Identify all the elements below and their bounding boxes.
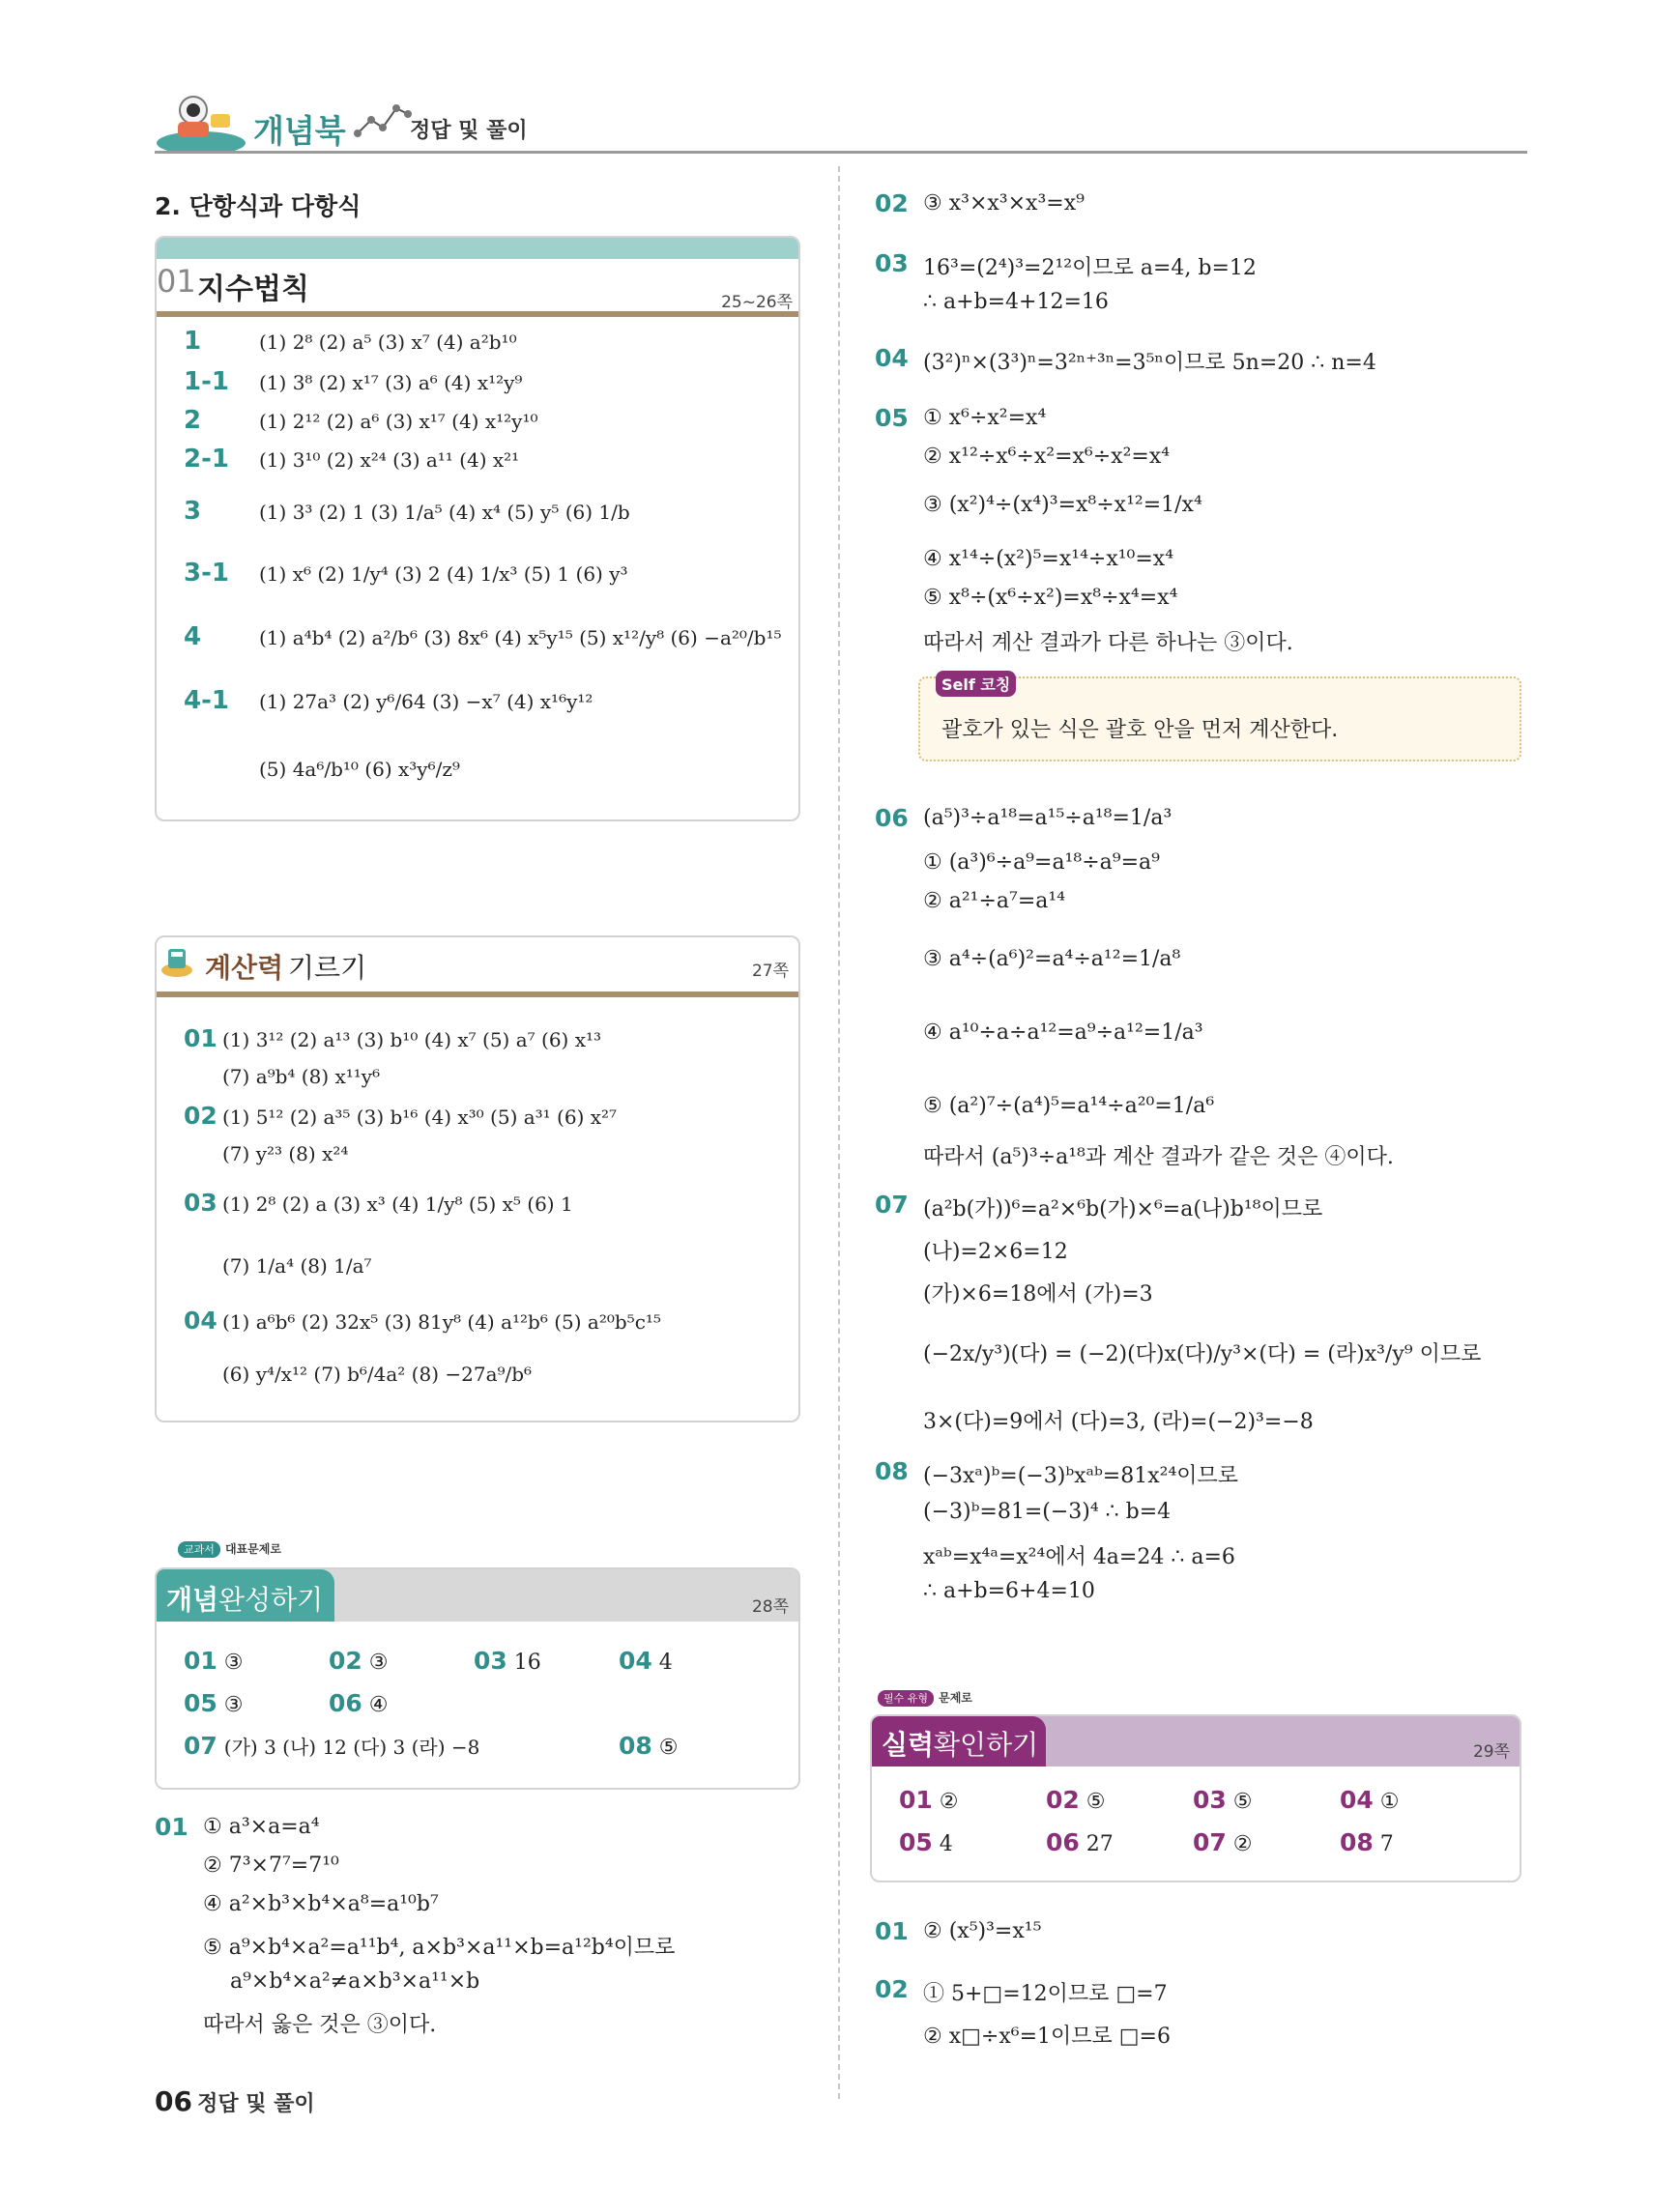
row-label: 1 (184, 327, 202, 356)
solution-line: ① (a³)⁶÷a⁹=a¹⁸÷a⁹=a⁹ (923, 850, 1160, 875)
answer-num: 08 (619, 1732, 652, 1760)
solution-line: ③ (x²)⁴÷(x⁴)³=x⁸÷x¹²=1/x⁴ (923, 493, 1202, 517)
solution-num: 03 (875, 249, 909, 277)
unit-title: 지수법칙 (197, 273, 309, 306)
concept-title-rest: 완성하기 (218, 1584, 324, 1616)
solution-line: ④ a¹⁰÷a÷a¹²=a⁹÷a¹²=1/a³ (923, 1020, 1203, 1045)
mascot-icon (155, 89, 247, 153)
solution-line: ⑤ a⁹×b⁴×a²=a¹¹b⁴, a×b³×a¹¹×b=a¹²b⁴이므로 (203, 1936, 676, 1960)
row-answers: (1) x⁶ (2) 1/y⁴ (3) 2 (4) 1/x³ (5) 1 (6) y³ (259, 562, 628, 586)
footer-page: 06 (155, 2085, 192, 2117)
solution-line: (−3)ᵇ=81=(−3)⁴ ∴ b=4 (923, 1500, 1172, 1524)
row-answers: (1) 2¹² (2) a⁶ (3) x¹⁷ (4) x¹²y¹⁰ (259, 410, 538, 433)
answer-num: 03 (1193, 1786, 1227, 1814)
answer-num: 05 (184, 1689, 217, 1717)
solution-line: 3×(다)=9에서 (다)=3, (라)=(−2)³=−8 (923, 1410, 1314, 1434)
calc-num: 01 (184, 1024, 217, 1052)
coaching-badge: Self 코칭 (936, 671, 1016, 697)
row-answers: (1) 3¹⁰ (2) x²⁴ (3) a¹¹ (4) x²¹ (259, 448, 520, 472)
solution-line: ① 5+□=12이므로 □=7 (923, 1982, 1168, 2006)
calc-num: 03 (184, 1189, 217, 1217)
solution-line: (−2x/y³)(다) = (−2)(다)x(다)/y³×(다) = (라)x³/y⁹ 이므로 (923, 1342, 1482, 1366)
footer (155, 2085, 315, 2117)
solution-line: a⁹×b⁴×a²≠a×b³×a¹¹×b (230, 1969, 480, 1994)
calc-title-rest: 기르기 (288, 952, 367, 984)
solution-line: (−3xᵃ)ᵇ=(−3)ᵇxᵃᵇ=81x²⁴이므로 (923, 1464, 1239, 1488)
solution-line: (a²b(가))⁶=a²×⁶b(가)×⁶=a(나)b¹⁸이므로 (923, 1197, 1323, 1221)
calc-box (155, 935, 800, 1422)
answer-num: 01 (899, 1786, 933, 1814)
solution-num: 01 (155, 1813, 188, 1841)
answer-num: 06 (1046, 1828, 1080, 1856)
answer-value: ③ (368, 1651, 389, 1675)
solution-line: (가)×6=18에서 (가)=3 (923, 1282, 1153, 1307)
solution-line: 따라서 옳은 것은 ③이다. (203, 2013, 437, 2037)
concept-pages: 28쪽 (751, 1597, 789, 1617)
answer-value: 16 (513, 1651, 541, 1675)
calc-pages: 27쪽 (751, 962, 789, 981)
solution-num: 01 (875, 1917, 909, 1945)
skill-badges (878, 1687, 972, 1706)
header-subtitle: 정답 및 풀이 (410, 119, 528, 143)
answer-num: 02 (329, 1647, 362, 1675)
answer-num: 05 (899, 1828, 933, 1856)
skill-title-bold: 실력 (882, 1729, 935, 1761)
column-divider (838, 166, 840, 2099)
solution-line: ④ x¹⁴÷(x²)⁵=x¹⁴÷x¹⁰=x⁴ (923, 547, 1174, 571)
coaching-box (918, 676, 1521, 761)
answer-num: 03 (474, 1647, 507, 1675)
row-label: 2 (184, 406, 202, 435)
concept-badge-2: 대표문제로 (224, 1542, 281, 1556)
solution-line: ③ a⁴÷(a⁶)²=a⁴÷a¹²=1/a⁸ (923, 947, 1181, 971)
solution-line: ⑤ x⁸÷(x⁶÷x²)=x⁸÷x⁴=x⁴ (923, 586, 1178, 610)
concept-badge-1: 교과서 (178, 1541, 220, 1558)
answer-num: 08 (1340, 1828, 1374, 1856)
solution-num: 08 (875, 1457, 909, 1485)
solution-num: 07 (875, 1191, 909, 1219)
calc-line: (1) 5¹² (2) a³⁵ (3) b¹⁶ (4) x³⁰ (5) a³¹ (6) x²⁷ (222, 1106, 618, 1129)
answer-value: ② (1232, 1832, 1253, 1856)
concept-title-bold: 개념 (166, 1584, 219, 1616)
header-rule (155, 151, 1527, 154)
calc-num: 04 (184, 1307, 217, 1335)
answer-num: 04 (1340, 1786, 1374, 1814)
solution-line: ∴ a+b=6+4=10 (923, 1579, 1095, 1603)
calc-line: (1) 3¹² (2) a¹³ (3) b¹⁰ (4) x⁷ (5) a⁷ (6) x¹³ (222, 1028, 602, 1051)
solution-line: ② (x⁵)³=x¹⁵ (923, 1919, 1042, 1943)
solution-line: (a⁵)³÷a¹⁸=a¹⁵÷a¹⁸=1/a³ (923, 806, 1172, 830)
answer-value: 27 (1086, 1832, 1114, 1856)
answer-value: ⑤ (1232, 1790, 1253, 1814)
answer-num: 04 (619, 1647, 652, 1675)
answer-value: ② (939, 1790, 959, 1814)
solution-line: 16³=(2⁴)³=2¹²이므로 a=4, b=12 (923, 256, 1257, 280)
solution-num: 02 (875, 1975, 909, 2003)
answer-num: 07 (184, 1732, 217, 1760)
calc-title-bold: 계산력 (205, 952, 284, 984)
row-label: 4 (184, 622, 202, 651)
row-label: 4-1 (184, 686, 229, 715)
solution-line: ⑤ (a²)⁷÷(a⁴)⁵=a¹⁴÷a²⁰=1/a⁶ (923, 1094, 1215, 1118)
calc-line: (7) y²³ (8) x²⁴ (222, 1142, 349, 1165)
answer-value: ④ (368, 1693, 389, 1717)
answer-value: ① (1379, 1790, 1400, 1814)
row-answers: (5) 4a⁶/b¹⁰ (6) x³y⁶/z⁹ (259, 758, 460, 781)
solution-line: (나)=2×6=12 (923, 1240, 1068, 1264)
solution-num: 05 (875, 404, 909, 432)
section-title: 2. 단항식과 다항식 (155, 192, 362, 220)
solution-num: 06 (875, 804, 909, 832)
answer-num: 07 (1193, 1828, 1227, 1856)
solution-num: 04 (875, 344, 909, 372)
calc-num: 02 (184, 1102, 217, 1130)
answer-value: 7 (1379, 1832, 1394, 1856)
solution-line: 따라서 (a⁵)³÷a¹⁸과 계산 결과가 같은 것은 ④이다. (923, 1145, 1394, 1169)
unit-pages: 25~26쪽 (721, 293, 793, 312)
concept-badges (178, 1538, 281, 1557)
calc-line: (1) a⁶b⁶ (2) 32x⁵ (3) 81y⁸ (4) a¹²b⁶ (5) a²⁰b⁵c¹⁵ (222, 1310, 661, 1334)
skill-pages: 29쪽 (1472, 1742, 1510, 1762)
calculator-icon (160, 945, 193, 978)
skill-badge-1: 필수 유형 (878, 1690, 934, 1707)
row-answers: (1) 3³ (2) 1 (3) 1/a⁵ (4) x⁴ (5) y⁵ (6) 1/b (259, 501, 630, 524)
solution-line: ① a³×a=a⁴ (203, 1815, 320, 1839)
solution-line: 따라서 계산 결과가 다른 하나는 ③이다. (923, 631, 1293, 655)
answer-value: 4 (658, 1651, 673, 1675)
solution-line: ∴ a+b=4+12=16 (923, 290, 1109, 314)
constellation-icon (354, 101, 412, 143)
row-answers: (1) a⁴b⁴ (2) a²/b⁶ (3) 8x⁶ (4) x⁵y¹⁵ (5) x¹²/y⁸ (6) −a²⁰/b¹⁵ (259, 626, 782, 649)
solution-line: ② x¹²÷x⁶÷x²=x⁶÷x²=x⁴ (923, 445, 1171, 469)
row-answers: (1) 2⁸ (2) a⁵ (3) x⁷ (4) a²b¹⁰ (259, 330, 517, 354)
answer-value: ⑤ (658, 1736, 679, 1760)
footer-text: 정답 및 풀이 (197, 2092, 315, 2116)
solution-line: ④ a²×b³×b⁴×a⁸=a¹⁰b⁷ (203, 1892, 439, 1916)
answer-value: (가) 3 (나) 12 (다) 3 (라) −8 (223, 1736, 480, 1759)
header-title: 개념북 (253, 112, 346, 150)
answer-value: ③ (223, 1693, 244, 1717)
row-label: 1-1 (184, 367, 229, 396)
calc-line: (1) 2⁸ (2) a (3) x³ (4) 1/y⁸ (5) x⁵ (6) 1 (222, 1192, 573, 1216)
solution-line: ② x□÷x⁶=1이므로 □=6 (923, 2025, 1171, 2049)
solution-line: ② a²¹÷a⁷=a¹⁴ (923, 889, 1066, 913)
coaching-text: 괄호가 있는 식은 괄호 안을 먼저 계산한다. (941, 718, 1339, 742)
calc-line: (6) y⁴/x¹² (7) b⁶/4a² (8) −27a⁹/b⁶ (222, 1363, 533, 1386)
skill-title-rest: 확인하기 (934, 1729, 1039, 1761)
row-label: 3-1 (184, 559, 229, 588)
row-answers: (1) 3⁸ (2) x¹⁷ (3) a⁶ (4) x¹²y⁹ (259, 371, 523, 394)
solution-line: (3²)ⁿ×(3³)ⁿ=3²ⁿ⁺³ⁿ=3⁵ⁿ이므로 5n=20 ∴ n=4 (923, 351, 1376, 375)
row-label: 3 (184, 497, 202, 526)
unit-number: 01 (157, 263, 196, 300)
answer-num: 01 (184, 1647, 217, 1675)
solution-line: xᵃᵇ=x⁴ᵃ=x²⁴에서 4a=24 ∴ a=6 (923, 1545, 1235, 1569)
solution-line: ① x⁶÷x²=x⁴ (923, 406, 1047, 430)
answer-value: 4 (939, 1832, 953, 1856)
row-answers: (1) 27a³ (2) y⁶/64 (3) −x⁷ (4) x¹⁶y¹² (259, 690, 593, 713)
solution-num: 02 (875, 189, 909, 217)
answer-value: ⑤ (1086, 1790, 1106, 1814)
calc-line: (7) a⁹b⁴ (8) x¹¹y⁶ (222, 1065, 381, 1088)
solution-line: ③ x³×x³×x³=x⁹ (923, 191, 1085, 215)
answer-num: 02 (1046, 1786, 1080, 1814)
skill-badge-2: 문제로 (939, 1691, 972, 1705)
calc-line: (7) 1/a⁴ (8) 1/a⁷ (222, 1254, 372, 1278)
row-label: 2-1 (184, 445, 229, 474)
answer-value: ③ (223, 1651, 244, 1675)
unit-box (155, 236, 800, 821)
solution-line: ② 7³×7⁷=7¹⁰ (203, 1853, 339, 1878)
answer-num: 06 (329, 1689, 362, 1717)
